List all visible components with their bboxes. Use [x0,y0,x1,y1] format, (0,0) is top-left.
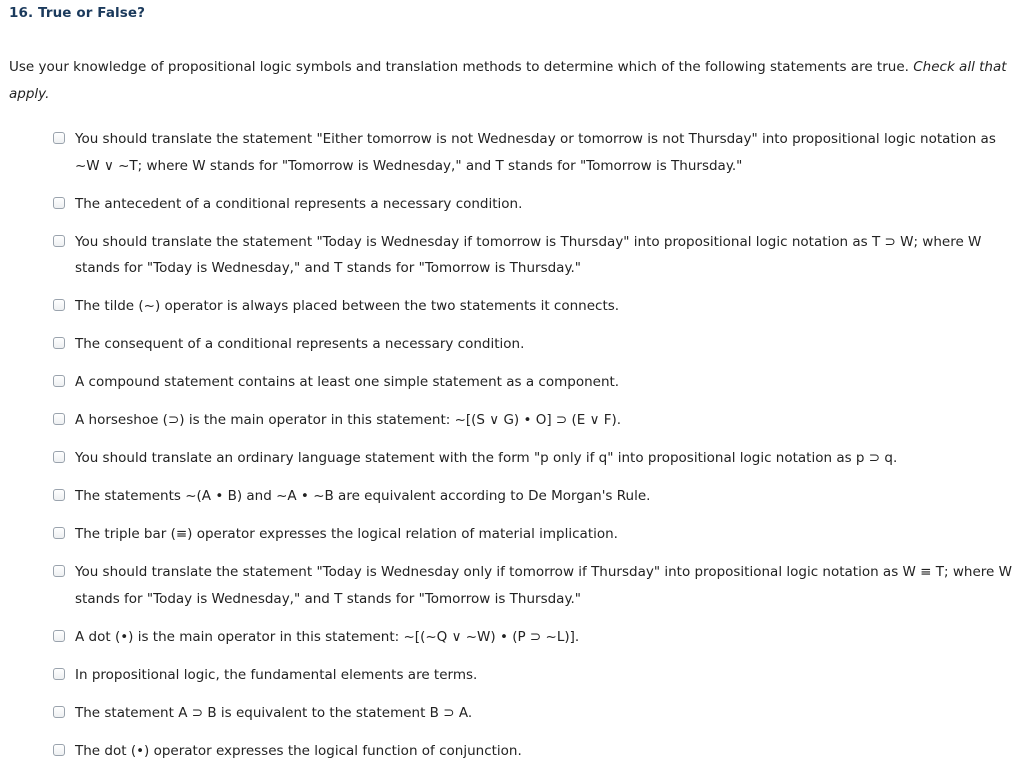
option-label: The statement A ⊃ B is equivalent to the statement B ⊃ A. [75,704,473,721]
option-checkbox[interactable] [53,744,65,756]
option-item [53,521,1013,548]
option-label: You should translate the statement "Today is Wednesday only if tomorrow if Thursday" into propositional logic notation as W ≡ T; where W stands for "Today is Wednesday," and T stands for "Tomorrow is Thursday." [75,564,1012,607]
option-checkbox[interactable] [53,565,65,577]
option-item [53,229,1013,282]
option-checkbox[interactable] [53,630,65,642]
option-checkbox[interactable] [53,337,65,349]
instructions [9,54,1009,108]
option-label: You should translate the statement "Today is Wednesday if tomorrow is Thursday" into propositional logic notation as T ⊃ W; where W stands for "Today is Wednesday," and T stands for "Tomorrow is Thursday." [75,233,982,276]
option-checkbox[interactable] [53,451,65,463]
option-item [53,483,1013,510]
option-label: The tilde (~) operator is always placed between the two statements it connects. [75,298,620,314]
option-item [53,624,1013,651]
instructions-emphasis: Check all that apply. [9,59,1007,102]
option-item [53,191,1013,218]
option-item [53,293,1013,320]
option-label: In propositional logic, the fundamental elements are terms. [75,666,478,683]
question-title: 16. True or False? [9,5,146,21]
options-list [53,126,1013,776]
option-label: A compound statement contains at least one simple statement as a component. [75,374,620,390]
option-item [53,331,1013,358]
option-item [53,126,1013,179]
option-item [53,407,1013,434]
option-checkbox[interactable] [53,375,65,387]
option-checkbox[interactable] [53,668,65,680]
option-label: A horseshoe (⊃) is the main operator in this statement: ~[(S ∨ G) • O] ⊃ (E ∨ F). [75,412,622,428]
instructions-text: Use your knowledge of propositional logic symbols and translation methods to determine which of the following statements are true. [9,59,909,75]
option-label: The triple bar (≡) operator expresses the logical relation of material implication. [75,526,618,542]
option-label: You should translate the statement "Either tomorrow is not Wednesday or tomorrow is not Thursday" into propositional logic notation as ~W ∨ ~T; where W stands for "Tomorrow is Wednesday," and T stands for "Tomorrow is Thursday." [75,131,996,174]
option-label: The statements ~(A • B) and ~A • ~B are equivalent according to De Morgan's Rule. [75,488,651,504]
option-checkbox[interactable] [53,235,65,247]
option-label: You should translate an ordinary language statement with the form "p only if q" into propositional logic notation as p ⊃ q. [75,450,898,466]
option-label: A dot (•) is the main operator in this statement: ~[(~Q ∨ ~W) • (P ⊃ ~L)]. [75,628,580,645]
option-item [53,369,1013,396]
option-checkbox[interactable] [53,197,65,209]
option-label: The dot (•) operator expresses the logical function of conjunction. [75,742,522,759]
option-item [53,445,1013,472]
option-checkbox[interactable] [53,706,65,718]
option-checkbox[interactable] [53,413,65,425]
option-checkbox[interactable] [53,132,65,144]
option-item [53,559,1013,612]
option-label: The consequent of a conditional represents a necessary condition. [75,336,525,352]
option-checkbox[interactable] [53,299,65,311]
option-checkbox[interactable] [53,489,65,501]
option-item [53,738,1013,765]
option-item [53,662,1013,689]
option-label: The antecedent of a conditional represents a necessary condition. [75,195,523,212]
option-item [53,700,1013,727]
option-checkbox[interactable] [53,527,65,539]
